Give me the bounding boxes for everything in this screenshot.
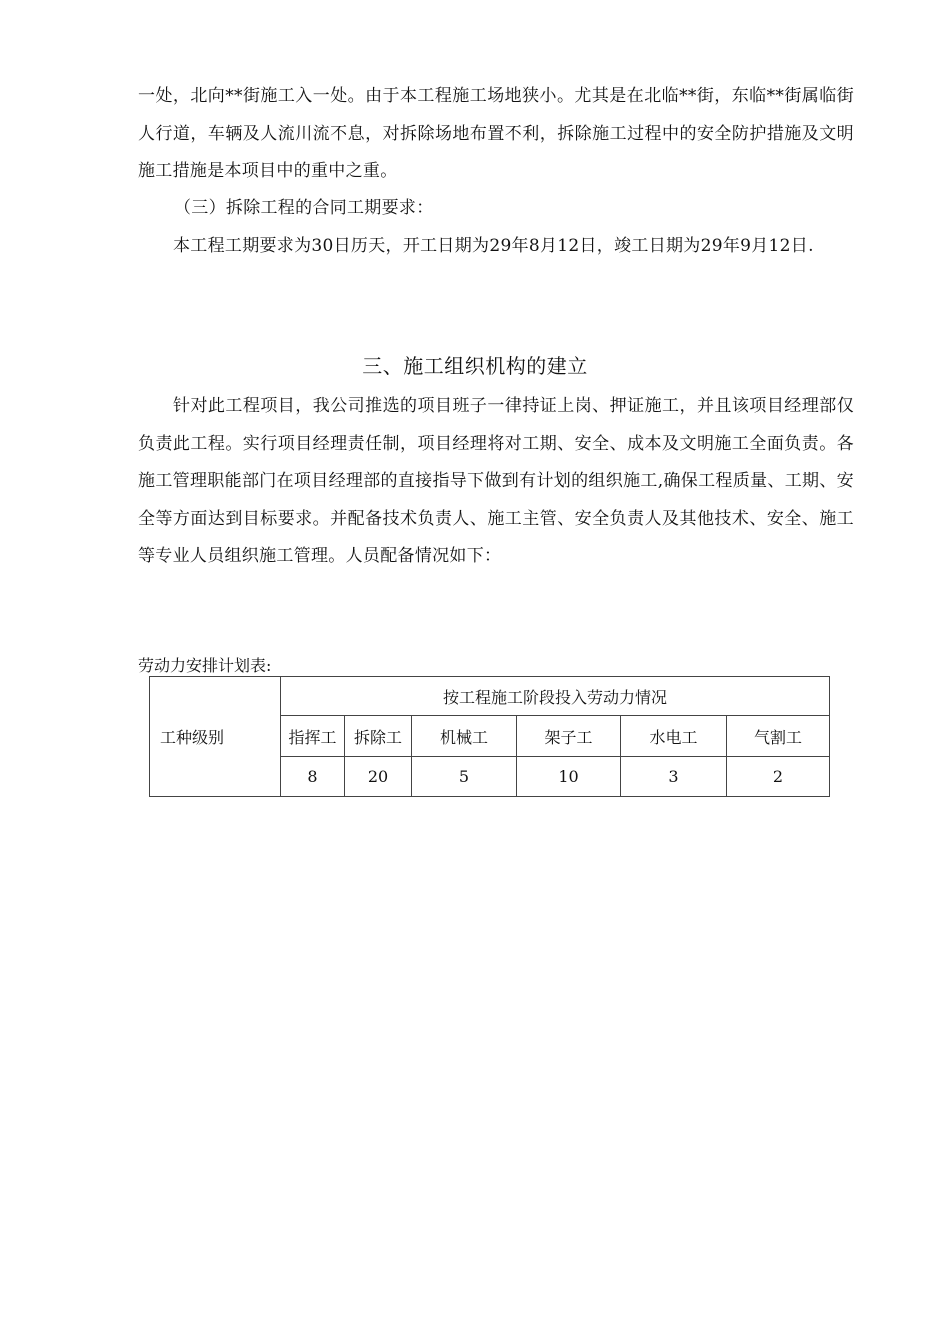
- column-header-cell: 水电工: [621, 716, 727, 757]
- subheading-contract-period: （三）拆除工程的合同工期要求：: [174, 198, 434, 218]
- value-cell: 10: [517, 757, 621, 797]
- column-header-cell: 架子工: [517, 716, 621, 757]
- value-cell: 20: [345, 757, 412, 797]
- table-caption: 劳动力安排计划表:: [138, 656, 272, 675]
- value-cell: 3: [621, 757, 727, 797]
- value-cell: 8: [281, 757, 345, 797]
- table-row: [150, 677, 830, 716]
- paragraph-contract-period: 本工程工期要求为30日历天，开工日期为29年8月12日，竣工日期为29年9月12日.: [173, 236, 814, 256]
- labor-plan-table: [149, 676, 830, 797]
- group-header-cell: 按工程施工阶段投入劳动力情况: [281, 677, 830, 716]
- value-cell: 2: [727, 757, 830, 797]
- column-header-cell: 指挥工: [281, 716, 345, 757]
- column-header-cell: 拆除工: [345, 716, 412, 757]
- column-header-cell: 气割工: [727, 716, 830, 757]
- paragraph-organization: 针对此工程项目，我公司推选的项目班子一律持证上岗、押证施工，并且该项目经理部仅负责此工程。实行项目经理责任制，项目经理将对工期、安全、成本及文明施工全面负责。各施工管理职能部门在项目经理部的直接指导下做到有计划的组织施工,确保工程质量、工期、安全等方面达到目标要求。并配备技术负责人、施工主管、安全负责人及其他技术、安全、施工等专业人员组织施工管理。人员配备情况如下：: [138, 396, 854, 566]
- row-header-cell: 工种级别: [150, 677, 281, 797]
- paragraph-site-conditions: 一处，北向**街施工入一处。由于本工程施工场地狭小。尤其是在北临**街，东临**街属临街人行道，车辆及人流川流不息，对拆除场地布置不利，拆除施工过程中的安全防护措施及文明施工措施是本项目中的重中之重。: [138, 86, 854, 181]
- value-cell: 5: [412, 757, 517, 797]
- column-header-cell: 机械工: [412, 716, 517, 757]
- section-heading: 三、施工组织机构的建立: [362, 354, 588, 378]
